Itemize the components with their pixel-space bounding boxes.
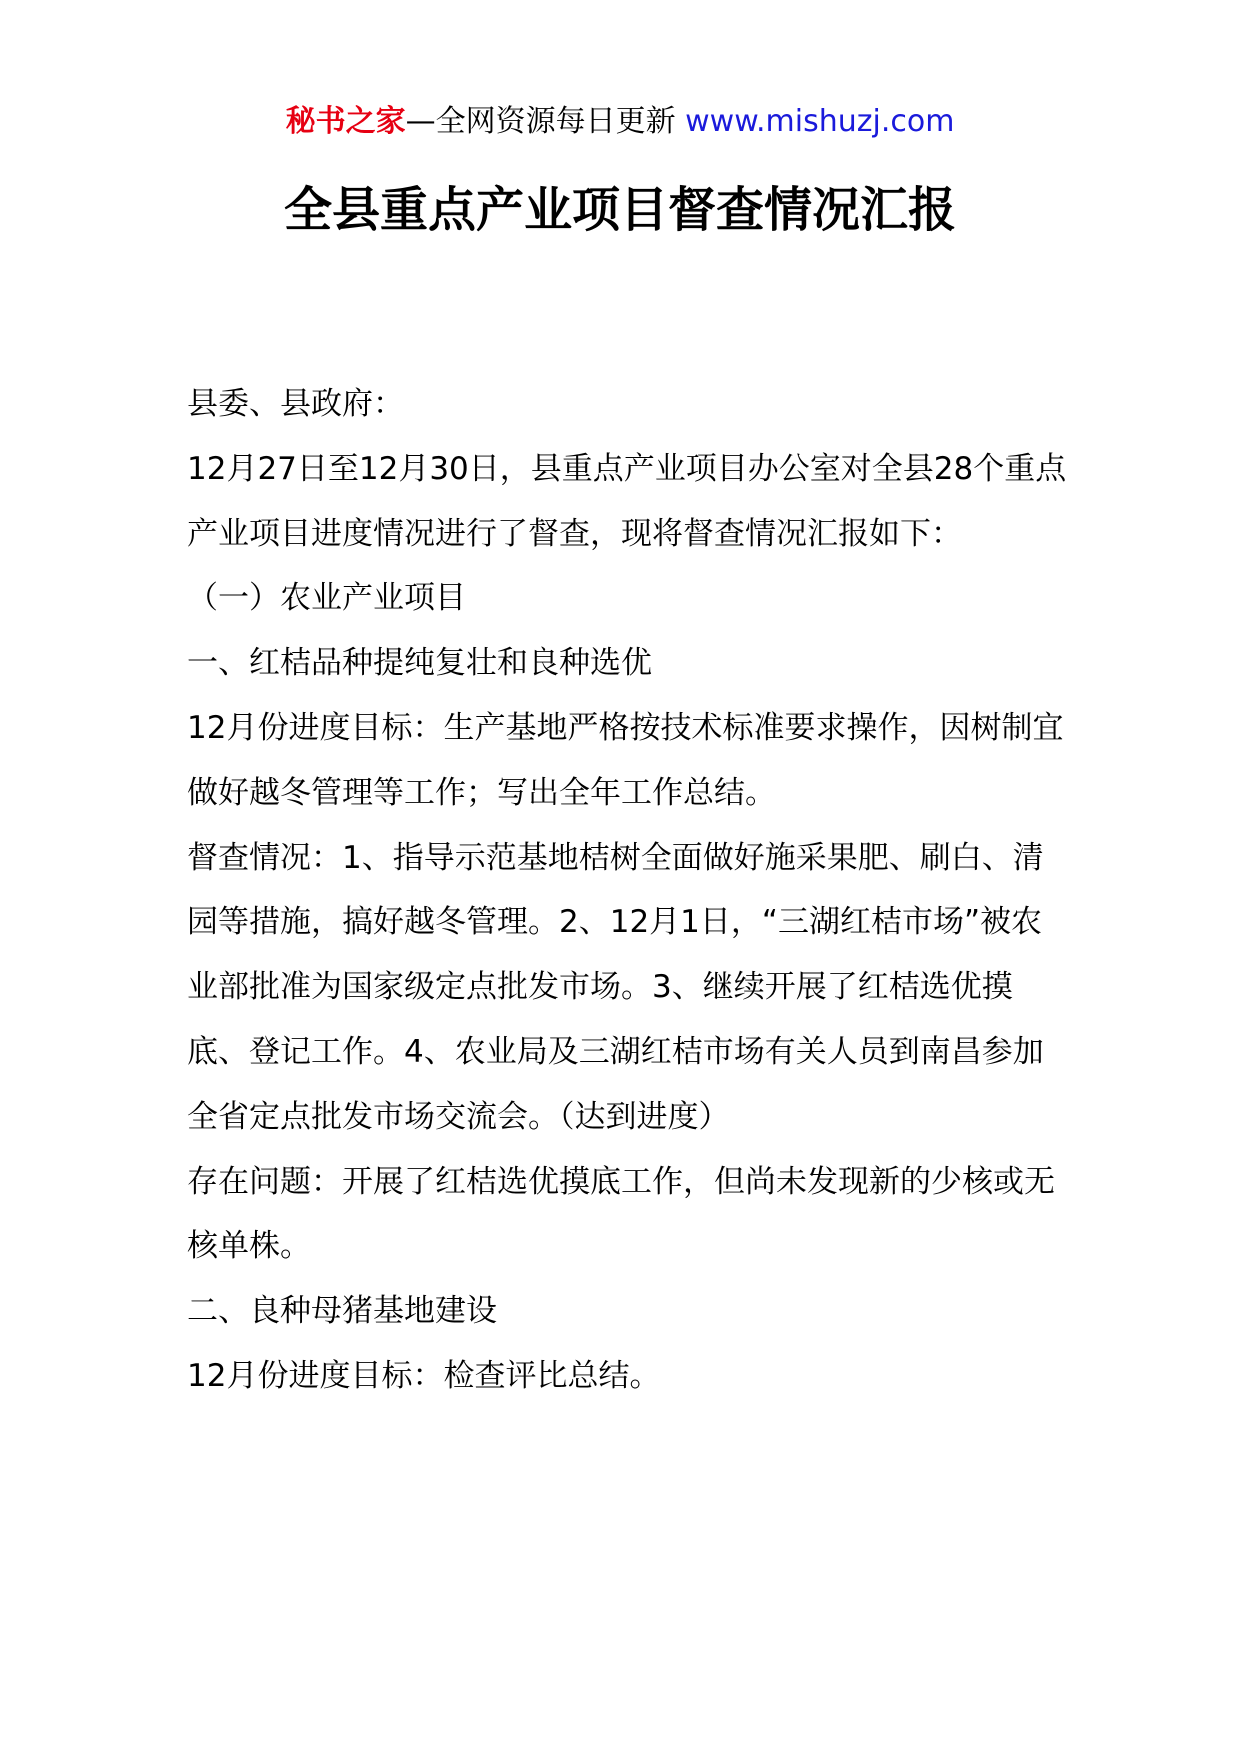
item-heading: 二、良种母猪基地建设 bbox=[187, 1293, 497, 1330]
document-title: 全县重点产业项目督查情况汇报 bbox=[283, 182, 956, 238]
progress-target: 12月份进度目标：生产基地严格按技术标准要求操作，因树制宜做好越冬管理等工作；写出全年工作总结。 bbox=[187, 709, 1064, 811]
item-heading: 一、红桔品种提纯复壮和良种选优 bbox=[187, 645, 652, 682]
site-tagline: —全网资源每日更新 bbox=[405, 104, 676, 139]
section-heading: （一）农业产业项目 bbox=[187, 580, 466, 617]
brand-name: 秘书之家 bbox=[285, 104, 406, 139]
intro-paragraph: 12月27日至12月30日，县重点产业项目办公室对全县28个重点产业项目进度情况进行了督查，现将督查情况汇报如下： bbox=[187, 450, 1067, 552]
inspection-status: 督查情况：1、指导示范基地桔树全面做好施采果肥、刷白、清园等措施，搞好越冬管理。2、12月1日，“三湖红桔市场”被农业部批准为国家级定点批发市场。3、继续开展了红桔选优摸底、登记工作。4、农业局及三湖红桔市场有关人员到南昌参加全省定点批发市场交流会。（达到进度） bbox=[187, 839, 1044, 1135]
salutation: 县委、县政府： bbox=[187, 386, 404, 422]
site-header bbox=[0, 100, 1240, 144]
progress-target: 12月份进度目标：检查评比总结。 bbox=[187, 1357, 661, 1394]
existing-problems: 存在问题：开展了红桔选优摸底工作，但尚未发现新的少核或无核单株。 bbox=[187, 1163, 1055, 1265]
document-body bbox=[187, 372, 1067, 1409]
site-url-link[interactable]: www.mishuzj.com bbox=[685, 104, 955, 139]
